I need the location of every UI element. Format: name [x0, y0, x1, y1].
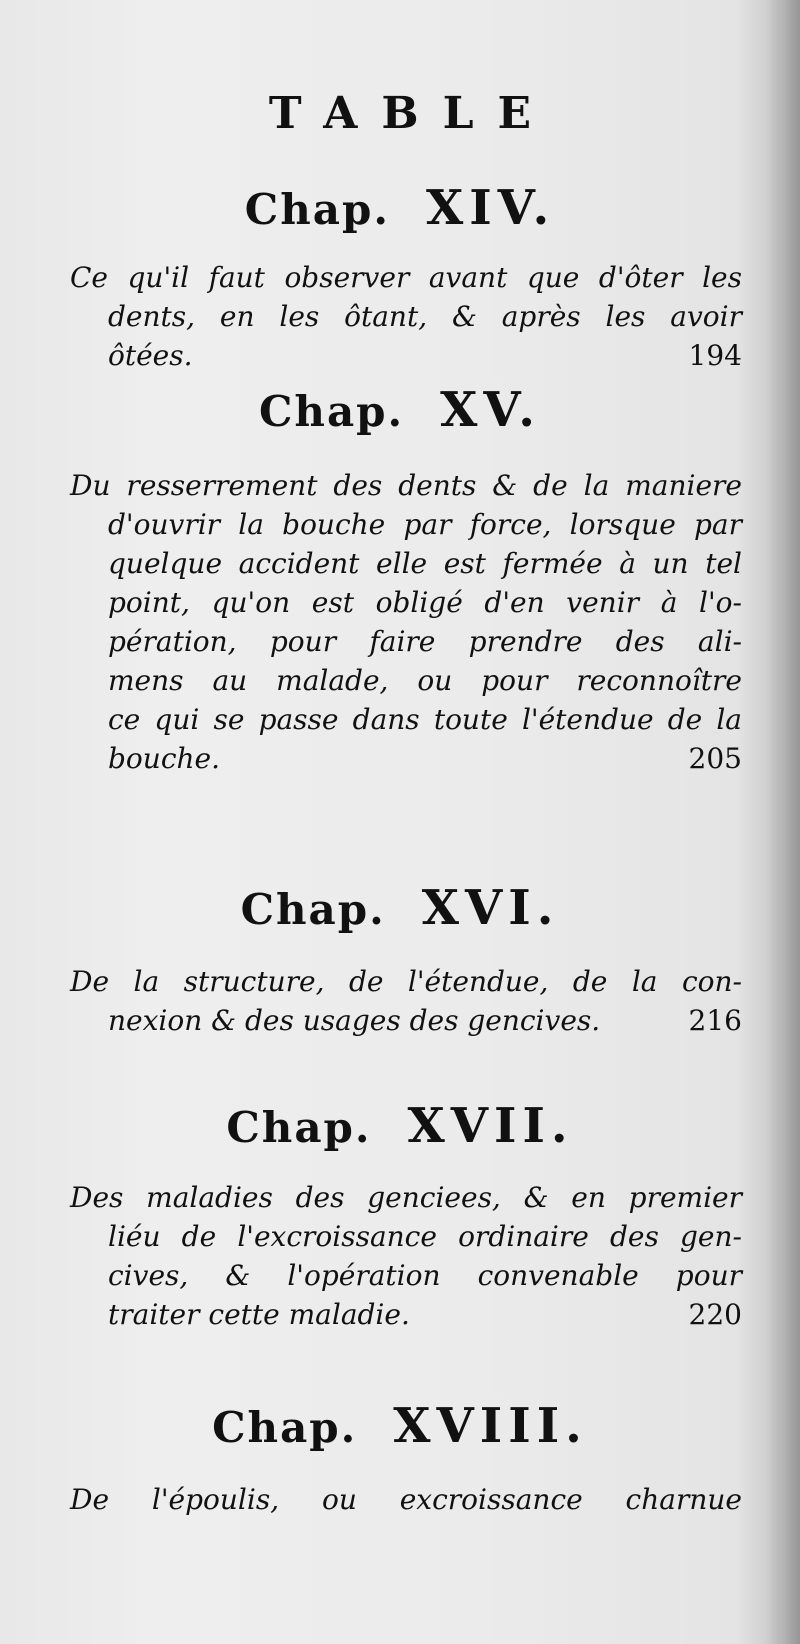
entry-line: Du resserrement des dents & de la maniere	[70, 469, 742, 502]
chapter-number: XV.	[440, 382, 541, 438]
entry-line: cives, & l'opération convenable pour	[108, 1259, 742, 1292]
toc-entry	[70, 1480, 742, 1519]
chapter-number: XVI.	[421, 880, 560, 936]
entry-line: Des maladies des genciees, & en premier	[70, 1181, 742, 1214]
entry-line-last	[70, 1295, 742, 1334]
entry-line: De la structure, de l'étendue, de la con-	[70, 965, 742, 998]
chapter-number: XVIII.	[393, 1398, 588, 1454]
entry-line-last	[70, 1001, 742, 1040]
entry-line: ce qui se passe dans toute l'étendue de la	[108, 703, 742, 736]
page-number: 205	[688, 742, 742, 775]
entry-line: pération, pour faire prendre des ali-	[108, 625, 742, 658]
chapter-abbr: Chap.	[259, 387, 405, 436]
entry-line: Ce qu'il faut observer avant que d'ôter les	[70, 261, 742, 294]
chapter-heading	[0, 382, 800, 438]
chapter-heading	[0, 1398, 800, 1454]
entry-line: d'ouvrir la bouche par force, lorsque par	[108, 508, 742, 541]
page-number: 220	[688, 1298, 742, 1331]
toc-entry	[70, 258, 742, 375]
toc-entry	[70, 1178, 742, 1334]
entry-line-text: ôtées.	[108, 339, 193, 372]
chapter-heading	[0, 180, 800, 236]
entry-line: dents, en les ôtant, & après les avoir	[108, 300, 742, 333]
chapter-number: XVII.	[407, 1098, 574, 1154]
entry-line-text: bouche.	[108, 742, 220, 775]
entry-line-text: nexion & des usages des gencives.	[108, 1004, 601, 1037]
toc-entry	[70, 962, 742, 1040]
page-number: 216	[688, 1004, 742, 1037]
chapter-number: XIV.	[425, 180, 556, 236]
entry-line: quelque accident elle est fermée à un tel	[108, 547, 742, 580]
entry-line: liéu de l'excroissance ordinaire des gen-	[108, 1220, 742, 1253]
entry-line: point, qu'on est obligé d'en venir à l'o-	[108, 586, 742, 619]
entry-line-text: traiter cette maladie.	[108, 1298, 410, 1331]
chapter-heading	[0, 1098, 800, 1154]
toc-entry	[70, 466, 742, 778]
entry-line-last	[70, 739, 742, 778]
chapter-abbr: Chap.	[240, 885, 386, 934]
page-number: 194	[688, 339, 742, 372]
entry-line-last	[70, 336, 742, 375]
chapter-abbr: Chap.	[244, 185, 390, 234]
chapter-abbr: Chap.	[212, 1403, 358, 1452]
chapter-abbr: Chap.	[226, 1103, 372, 1152]
running-title: TABLE	[268, 88, 556, 139]
entry-line: De l'époulis, ou excroissance charnue	[70, 1483, 742, 1516]
entry-line: mens au malade, ou pour reconnoître	[108, 664, 742, 697]
chapter-heading	[0, 880, 800, 936]
